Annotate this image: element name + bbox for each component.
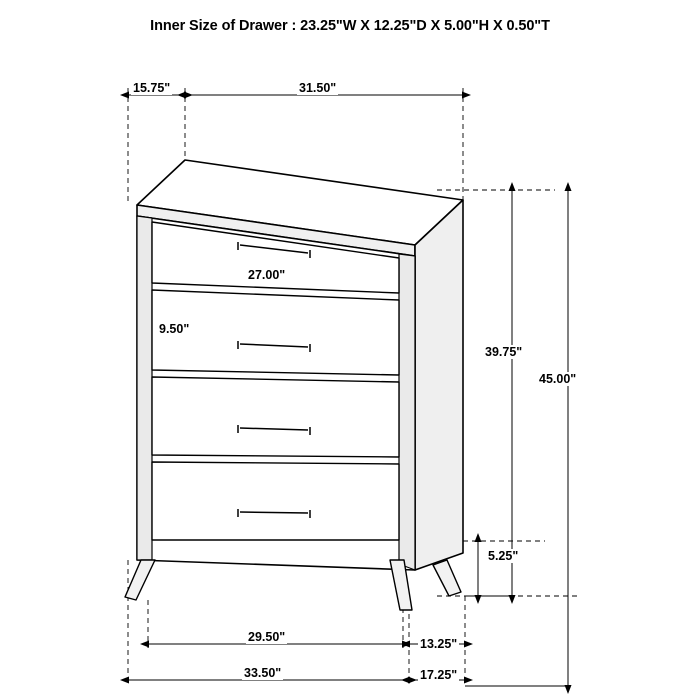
- dresser-side-panel: [415, 200, 463, 570]
- right-stile: [399, 254, 415, 570]
- dim-leg-span-front: 29.50": [248, 630, 286, 644]
- dim-drawer-face-height: 9.50": [159, 322, 190, 336]
- drawer-face-4: [152, 462, 399, 540]
- dresser-body: [125, 160, 463, 610]
- dim-case-height: 39.75": [485, 345, 523, 359]
- dim-depth-top: 15.75": [133, 81, 171, 95]
- dim-handle-width: 27.00": [248, 268, 286, 282]
- leg-front-left: [125, 560, 155, 600]
- dim-base-depth: 17.25": [420, 668, 458, 682]
- dim-total-height: 45.00": [539, 372, 577, 386]
- dim-leg-span-side: 13.25": [420, 637, 458, 651]
- page-title: Inner Size of Drawer : 23.25"W X 12.25"D X 5.00"H X 0.50"T: [150, 18, 550, 34]
- left-stile: [137, 216, 152, 560]
- dim-width-top: 31.50": [299, 81, 337, 95]
- dim-base-width: 33.50": [244, 666, 282, 680]
- leg-back-right: [433, 560, 461, 596]
- drawer-face-3: [152, 377, 399, 457]
- dim-leg-height: 5.25": [488, 549, 519, 563]
